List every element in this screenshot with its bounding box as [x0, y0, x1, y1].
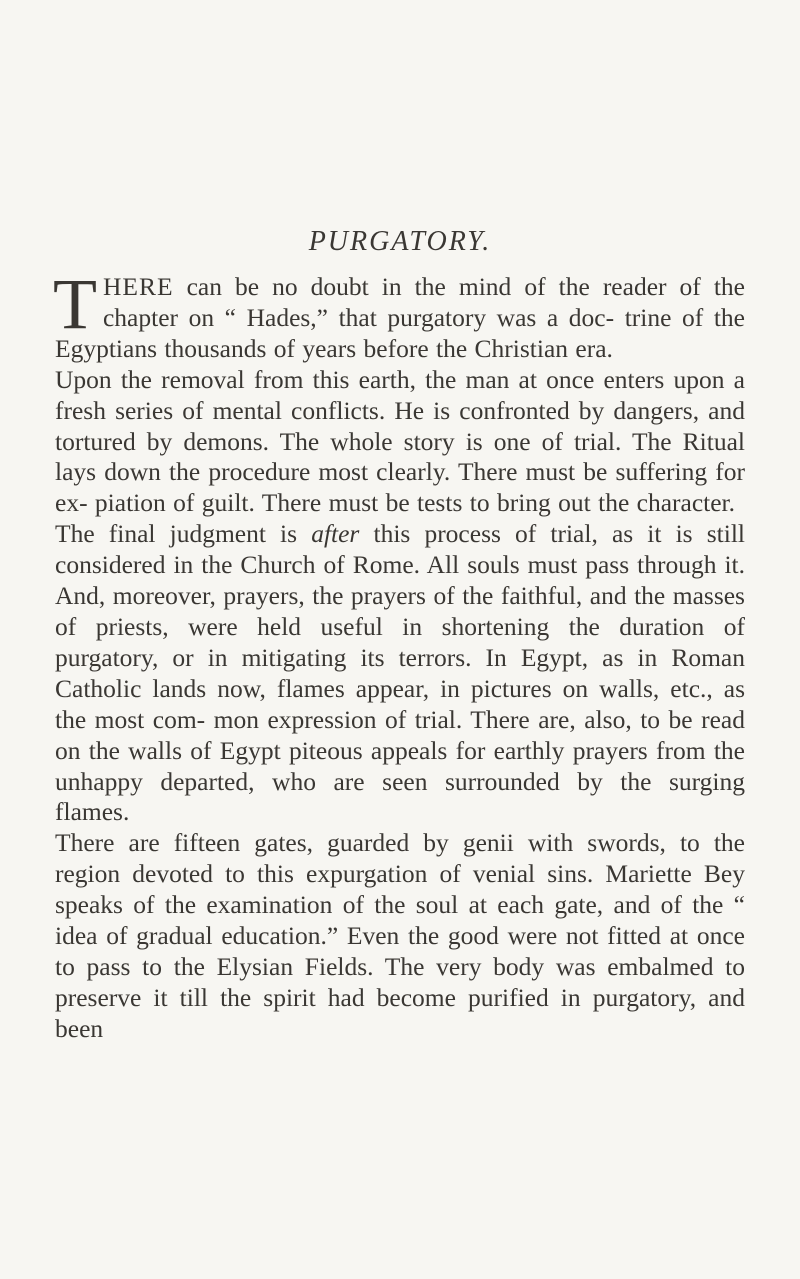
- first-word-rest: HERE: [102, 272, 174, 301]
- paragraph-4-text: There are fifteen gates, guarded by genii with swords, to the region devoted to this expurgation of venial sins. Mariette Bey speaks of the examination of the soul at each gate, and of the “ idea of gradual education.” Even the good were not fitted at once to pass to the Elysian Fields. The very body was embalmed to preserve it till the spirit had become purified in purgatory, and been: [55, 828, 745, 1043]
- paragraph-2: [55, 365, 745, 520]
- paragraph-1-text: can be no doubt in the mind of the reader of the chapter on “ Hades,” that purgatory was a doc- trine of the Egyptians thousands of years before the Christian era.: [55, 272, 745, 363]
- body-text: [53, 264, 745, 1045]
- drop-cap: T: [53, 264, 97, 344]
- italic-word-after: after: [311, 519, 360, 549]
- paragraph-4: [55, 828, 745, 1044]
- paragraph-3-before-italic: The final judgment is: [55, 519, 312, 549]
- chapter-title: PURGATORY.: [308, 226, 492, 257]
- paragraph-2-text: Upon the removal from this earth, the man at once enters upon a fresh series of mental conflicts. He is confronted by dangers, and tortured by demons. The whole story is one of trial. The Ritual lays down the procedure most clearly. There must be suffering for ex- piation of guilt. There must be tests to bring out the character.: [55, 364, 745, 518]
- paragraph-3-after-italic: this process of trial, as it is still considered in the Church of Rome. All souls must pass through it. And, moreover, prayers, the prayers of the faithful, and the masses of priests, were held useful in shortening the duration of purgatory, or in mitigating its terrors. In Egypt, as in Roman Catholic lands now, flames appear, in pictures on walls, etc., as the most com- mon expression of trial. There are, also, to be read on the walls of Egypt piteous appeals for earthly prayers from the unhappy departed, who are seen surrounded by the surging flames.: [55, 519, 745, 827]
- paragraph-1: [53, 264, 745, 365]
- paragraph-3: [55, 519, 745, 828]
